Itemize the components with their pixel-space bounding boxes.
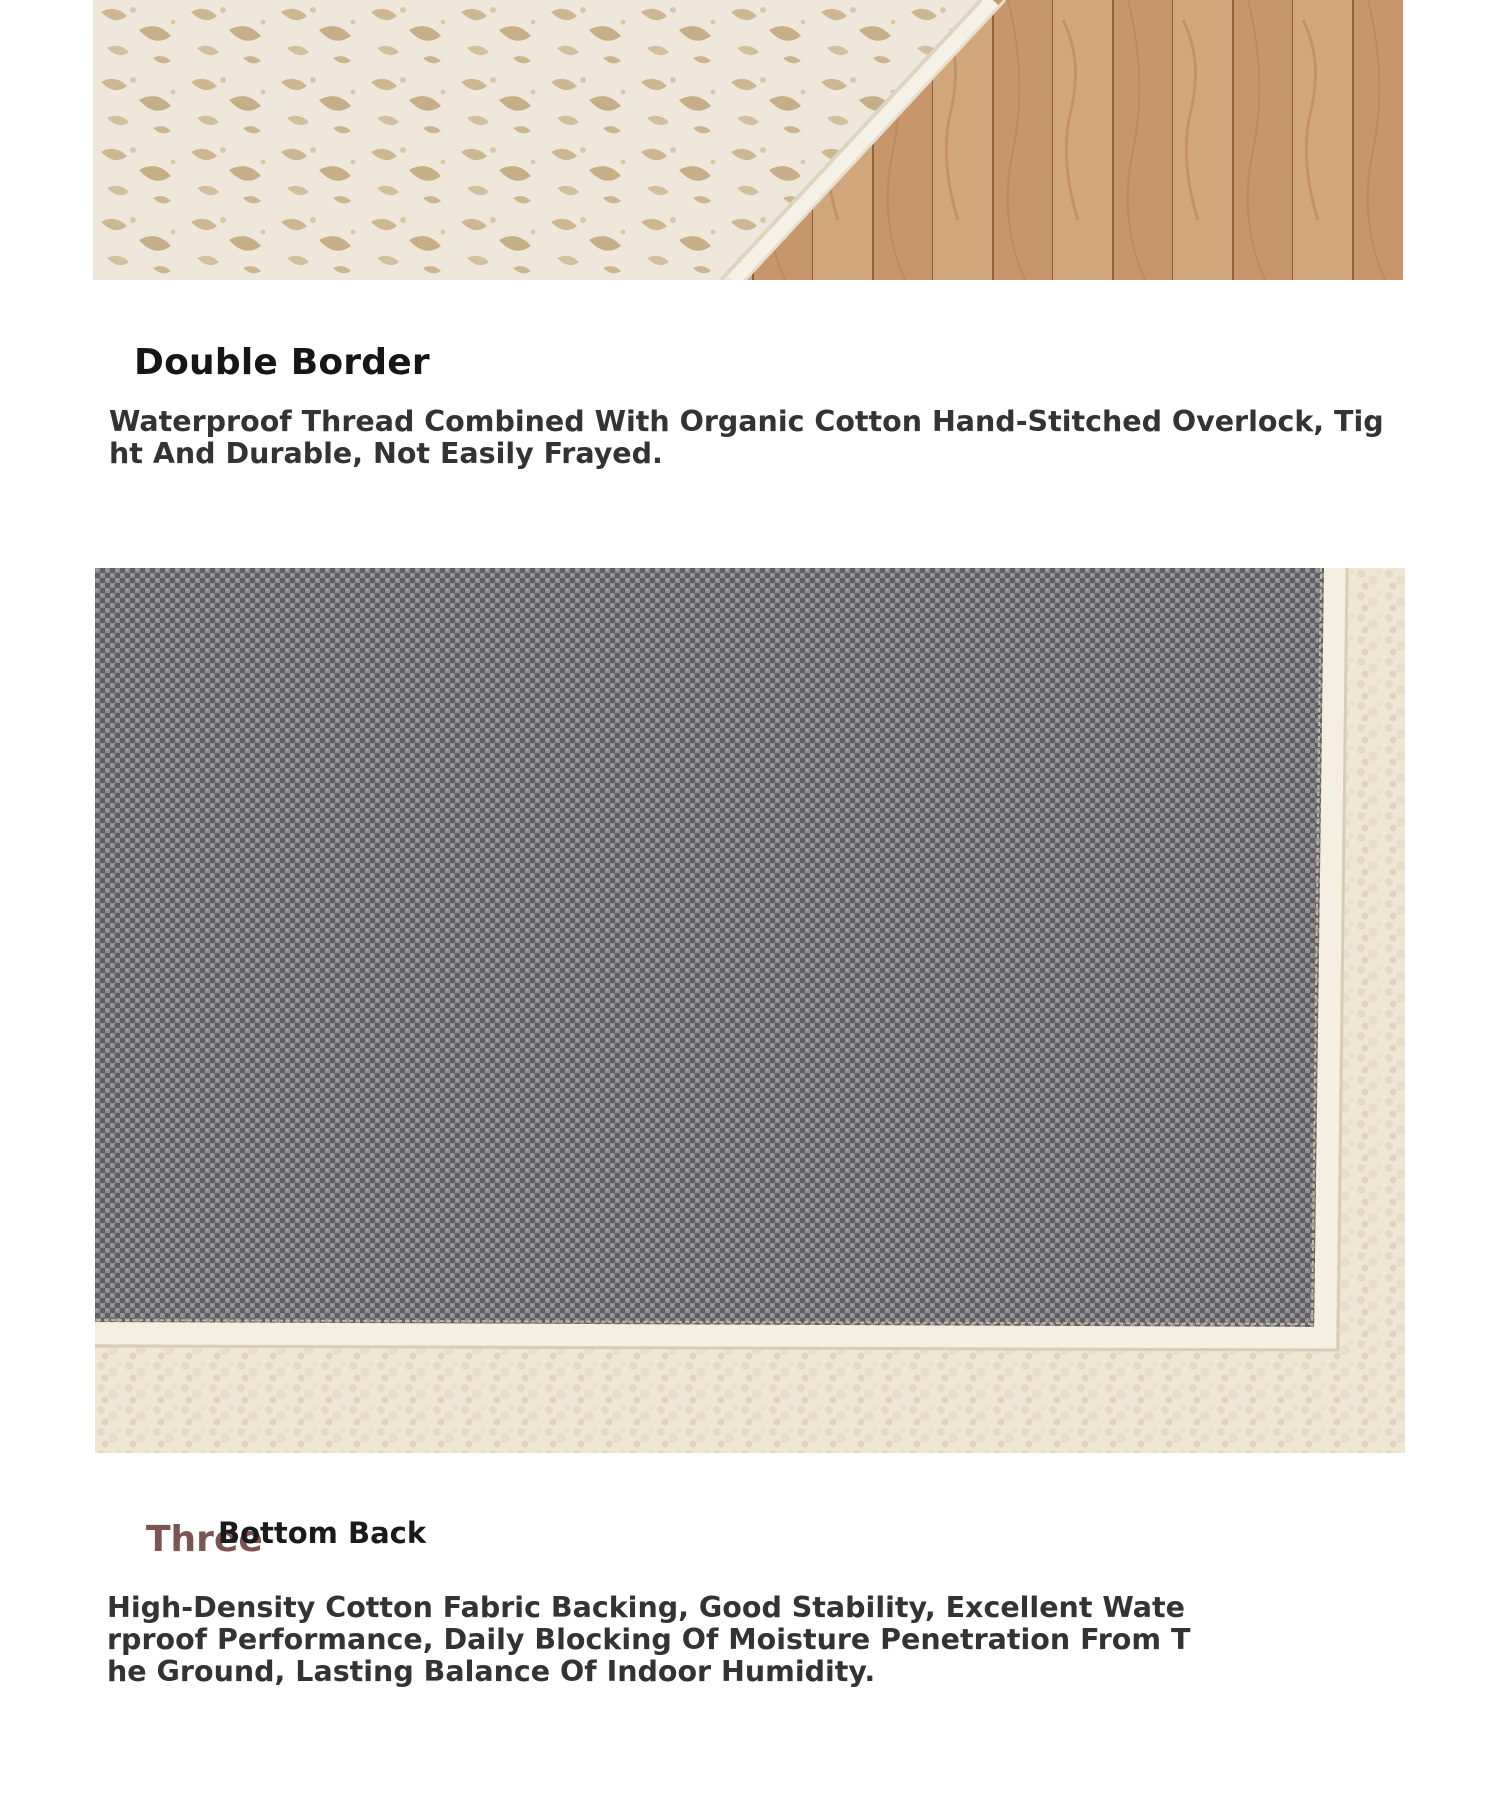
rug-border-illustration (93, 0, 1403, 280)
section-heading-bottom-back (146, 1516, 446, 1566)
section-title-bottom-back: Bottom Back (218, 1516, 427, 1550)
rug-backing-photo (95, 568, 1405, 1453)
section-description-bottom-back: High-Density Cotton Fabric Backing, Good Stability, Excellent Waterproof Performance, Daily Blocking Of Moisture Penetration From The Ground, Lasting Balance Of Indoor Humidity. (107, 1591, 1191, 1688)
section-number-word: Three (146, 1519, 263, 1560)
section-description-double-border: Waterproof Thread Combined With Organic Cotton Hand-Stitched Overlock, Tight And Durable, Not Easily Frayed. (109, 405, 1384, 470)
rug-border-photo (93, 0, 1403, 280)
rug-backing-illustration (95, 568, 1405, 1453)
section-heading-double-border: Double Border (134, 342, 430, 383)
